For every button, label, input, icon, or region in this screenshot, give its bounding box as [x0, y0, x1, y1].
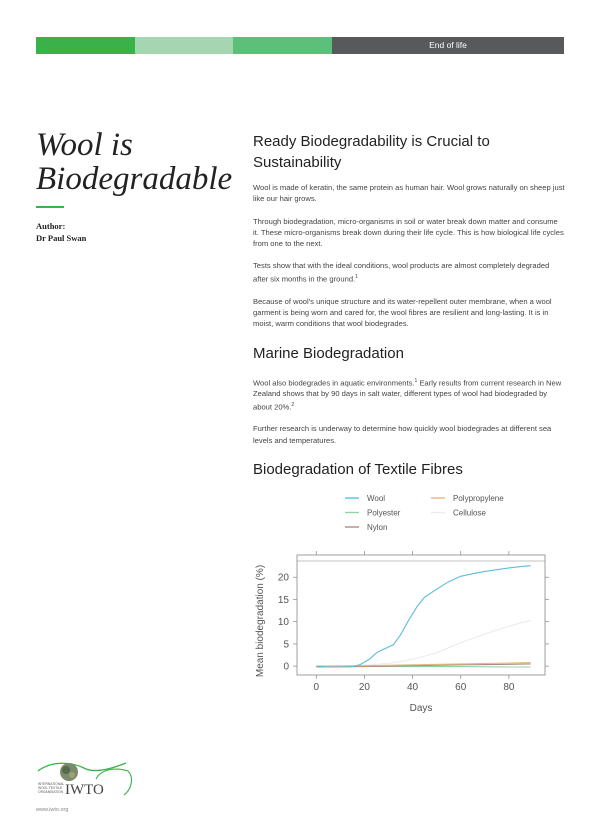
header-bar-segment — [135, 37, 233, 54]
x-tick-label: 60 — [455, 682, 467, 693]
x-tick-label: 20 — [358, 682, 370, 693]
author-block — [36, 220, 86, 244]
x-tick-label: 40 — [407, 682, 419, 693]
org-line: INTERNATIONAL — [38, 782, 65, 786]
org-line: ORGANISATION — [38, 790, 64, 794]
section-heading: Ready Biodegradability is Crucial to Sustainability — [253, 133, 490, 171]
section-header-bar — [36, 37, 564, 54]
section-label: End of life — [332, 37, 564, 54]
paragraph-text: Wool also biodegrades in aquatic environments. — [253, 378, 415, 388]
paragraph-text: Early results from current research in New Zealand shows that by 90 days in salt water, different types of wool had biodegraded by about 20%. — [253, 378, 562, 412]
paragraph: Further research is underway to determine how quickly wool biodegrades at different sea levels and temperatures. — [253, 424, 552, 445]
paragraph: Because of wool's unique structure and its water-repellent outer membrane, when a wool garment is being worn and cared for, the wool fibres are resilient and long-lasting. It is in moist, warm conditions that wool biodegrades. — [253, 296, 552, 329]
article-body — [253, 131, 565, 492]
chart-heading: Biodegradation of Textile Fibres — [253, 461, 463, 479]
header-bar-segment — [233, 37, 332, 54]
footer-url: www.iwto.org — [36, 807, 69, 813]
series-line — [316, 566, 530, 667]
paragraph — [253, 260, 565, 284]
footnote-ref: 1 — [355, 273, 358, 280]
y-tick-label: 15 — [277, 594, 289, 606]
x-tick-label: 80 — [503, 682, 515, 693]
y-tick-label: 20 — [277, 572, 289, 584]
y-tick-label: 0 — [283, 661, 289, 673]
author-label: Author: — [36, 221, 66, 231]
legend-label: Wool — [367, 494, 386, 503]
iwto-logo — [36, 755, 136, 803]
legend-label: Cellulose — [453, 508, 486, 518]
paragraph: Wool is made of keratin, the same protein as human hair. Wool grows naturally on sheep just like our hair grows. — [253, 183, 565, 204]
logo-wordmark: IWTO — [65, 782, 104, 798]
x-tick-label: 0 — [313, 682, 320, 693]
paragraph: Through biodegradation, micro-organisms in soil or water break down matter and consume it. These micro-organisms break down during their life cycle. This is how biological life cycles from one to the next. — [253, 216, 564, 249]
biodegradation-chart — [253, 485, 565, 725]
title-divider — [36, 206, 64, 208]
footnote-ref: 1 — [414, 377, 418, 384]
article-title: Wool is Biodegradable — [36, 127, 233, 197]
header-bar-segment — [36, 37, 135, 54]
legend-label: Polyester — [367, 508, 401, 518]
paragraph — [253, 376, 565, 413]
legend-label: Polypropylene — [453, 494, 504, 503]
author-name: Dr Paul Swan — [36, 233, 87, 243]
org-line: WOOL TEXTILE — [38, 786, 63, 790]
logo-graphic — [36, 755, 136, 803]
paragraph-text: Tests show that with the ideal conditions, wool products are almost completely degraded after six months in the ground. — [253, 261, 550, 284]
y-tick-label: 10 — [277, 617, 289, 629]
y-axis-label: Mean biodegradation (%) — [255, 564, 266, 678]
y-tick-label: 5 — [283, 639, 289, 651]
x-axis-label: Days — [409, 703, 433, 714]
legend-label: Nylon — [367, 523, 388, 532]
series-line — [316, 620, 530, 666]
section-heading: Marine Biodegradation — [253, 344, 404, 362]
chart-svg — [253, 485, 565, 725]
footnote-ref: 2 — [291, 401, 295, 408]
